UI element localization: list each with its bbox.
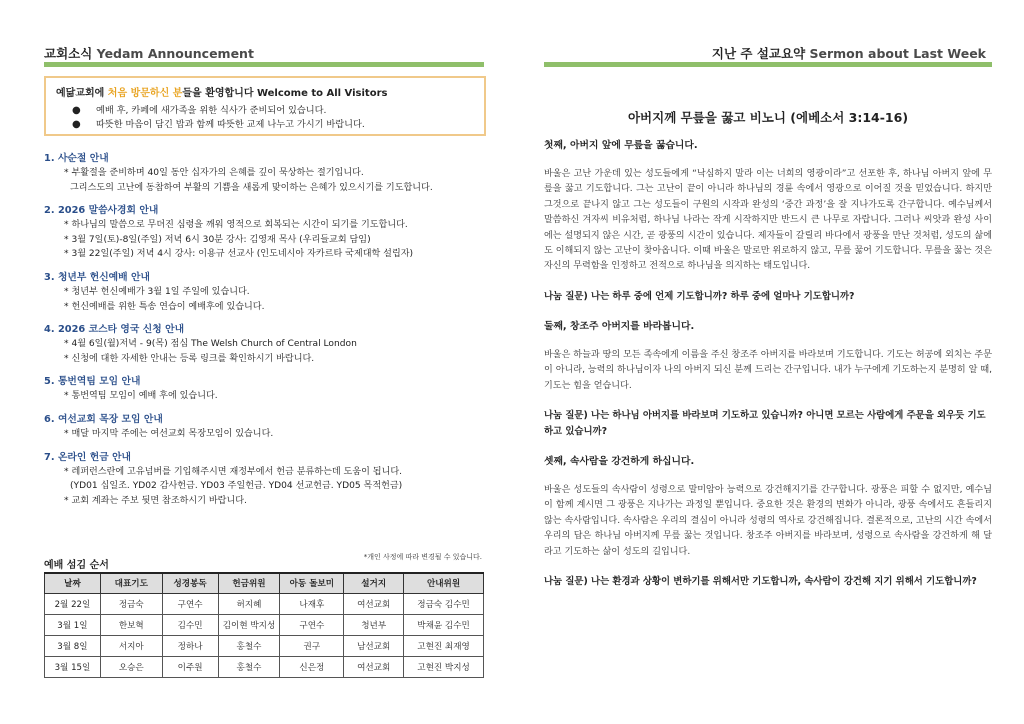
section-line: * 매달 마지막 주에는 여선교회 목장모임이 있습니다.: [64, 428, 274, 439]
table-cell: 김수민: [162, 614, 218, 635]
header-korean: 교회소식: [44, 46, 93, 61]
announcement-section: [44, 323, 490, 366]
section-line: * 부활절을 준비하며 40일 동안 십자가의 은혜를 깊이 묵상하는 절기입니다.: [64, 168, 364, 178]
header-korean: 지난 주 설교요약: [711, 46, 806, 61]
table-cell: 박채윤 김수민: [404, 614, 484, 635]
sermon-header: [712, 44, 986, 62]
welcome-item-text: 따뜻한 마음이 담긴 밥과 함께 따뜻한 교제 나누고 가시기 바랍니다.: [96, 119, 365, 130]
section-line: (YD01 십일조. YD02 감사헌금. YD03 주일헌금. YD04 선교헌금. YD05 목적헌금): [70, 481, 403, 492]
announcement-section: [44, 204, 490, 262]
section-line: * 4월 6일(월)저녁 - 9(목) 점심 The Welsh Church of Central London: [64, 339, 357, 350]
welcome-box: [44, 76, 486, 136]
table-cell: 청년부: [344, 614, 404, 635]
welcome-title-post: 들을 환영합니다 Welcome to All Visitors: [182, 88, 388, 99]
table-row: [45, 656, 484, 677]
sermon-point-body: 바울은 성도들의 속사람이 성령으로 말미암아 능력으로 강건해지기를 간구합니다. 광풍은 피할 수 없지만, 예수님이 함께 계시면 그 광풍은 지나가는 과정일 뿐입니다. 중요한 것은 환경의 변화가 아니라, 광풍 속에서도 흔들리지 않는 속사람입니다. 속사람은 우리의 결심이 아니라 성령의 역사로 강건해집니다. 결론적으로, 고난의 시간 속에서 우리의 답은 하나님 아버지께 무릎 꿇는 것입니다. 창조주 아버지를 바라보며, 성령으로 속사람을 강건하게 해 달라고 기도하는 삶이 성도의 길입니다.: [544, 485, 992, 557]
table-cell: 남선교회: [344, 635, 404, 656]
column-header: 대표기도: [100, 573, 162, 593]
sharing-question: 나눔 질문) 나는 하루 중에 언제 기도합니까? 하루 중에 얼마나 기도합니까?: [544, 290, 855, 302]
table-cell: 오승은: [100, 656, 162, 677]
table-cell: 여선교회: [344, 656, 404, 677]
welcome-title-highlight: 처음 방문하신 분: [107, 88, 183, 99]
table-cell: 권구: [280, 635, 344, 656]
section-title: 5. 통번역팀 모임 안내: [44, 376, 141, 388]
announcement-section: [44, 451, 490, 509]
table-cell: 김이현 박지성: [218, 614, 280, 635]
table-cell: 구연수: [280, 614, 344, 635]
sermon-point-heading: 셋째, 속사람을 강건하게 하십니다.: [544, 456, 695, 468]
header-english: Sermon about Last Week: [809, 46, 986, 61]
table-cell: 정금숙 김수민: [404, 593, 484, 614]
sharing-question: 나눔 질문) 나는 하나님 아버지를 바라보며 기도하고 있습니까? 아니면 모르는 사람에게 주문을 외우듯 기도하고 있습니까?: [544, 410, 986, 438]
announcement-section: [44, 375, 490, 404]
table-row: [45, 635, 484, 656]
section-title: 1. 사순절 안내: [44, 153, 109, 164]
sermon-summary: [544, 138, 992, 590]
welcome-title: [56, 84, 474, 99]
section-line: * 헌신예배를 위한 특송 연습이 예배후에 있습니다.: [64, 301, 265, 312]
bullet-icon: ●: [72, 119, 81, 130]
worship-schedule-note: *개인 사정에 따라 변경될 수 있습니다.: [363, 553, 482, 561]
sermon-page: [512, 0, 1024, 724]
sermon-point-body: 바울은 하늘과 땅의 모든 족속에게 이름을 주신 창조주 아버지를 바라보며 기도합니다. 기도는 허공에 외치는 주문이 아니라, 능력의 하나님이자 나의 아버지 되신 분께 드리는 간구입니다. 내가 누구에게 기도하는지 분명히 알 때, 기도는 힘을 얻습니다.: [544, 349, 992, 391]
section-line: * 3월 7일(토)-8일(주일) 저녁 6시 30분 강사: 김영재 목사 (우리들교회 담임): [64, 234, 371, 245]
table-cell: 3월 15일: [45, 656, 101, 677]
header-english: Yedam Announcement: [96, 46, 254, 61]
column-header: 아동 돌보미: [280, 573, 344, 593]
bullet-icon: ●: [72, 105, 81, 116]
table-cell: 3월 1일: [45, 614, 101, 635]
section-line: * 3월 22일(주일) 저녁 4시 강사: 이용규 선교사 (인도네시아 자카르타 국제대학 설립자): [64, 249, 414, 260]
welcome-item: [56, 104, 474, 118]
table-cell: 한보혁: [100, 614, 162, 635]
column-header: 안내위원: [404, 573, 484, 593]
section-line: * 레퍼런스란에 고유넘버를 기입해주시면 재정부에서 헌금 분류하는데 도움이 됩니다.: [64, 466, 403, 477]
table-cell: 정하나: [162, 635, 218, 656]
table-cell: 정금숙: [100, 593, 162, 614]
section-line: * 청년부 헌신예배가 3월 1일 주일에 있습니다.: [64, 286, 250, 297]
announcement-sections: [44, 152, 490, 517]
section-line: * 하나님의 말씀으로 무뎌진 심령을 깨워 영적으로 회복되는 시간이 되기를 기도합니다.: [64, 220, 408, 231]
column-header: 성경봉독: [162, 573, 218, 593]
announcement-section: [44, 152, 490, 195]
sermon-point-heading: 둘째, 창조주 아버지를 바라봅니다.: [544, 320, 695, 332]
section-title: 6. 여선교회 목장 모임 안내: [44, 413, 163, 425]
section-line: * 통번역팀 모임이 예배 후에 있습니다.: [64, 391, 218, 402]
table-cell: 허지혜: [218, 593, 280, 614]
section-line: * 신청에 대한 자세한 안내는 등록 링크를 확인하시기 바랍니다.: [64, 353, 315, 364]
header-divider: [544, 62, 992, 67]
table-cell: 고현진 최재영: [404, 635, 484, 656]
worship-schedule-table: [44, 572, 484, 678]
table-cell: 2월 22일: [45, 593, 101, 614]
announcement-section: [44, 271, 490, 314]
column-header: 헌금위원: [218, 573, 280, 593]
sermon-point-body: 바울은 고난 가운데 있는 성도들에게 “낙심하지 말라 이는 너희의 영광이라”고 선포한 후, 하나님 아버지 앞에 무릎을 꿇고 기도합니다. 그는 고난이 끝이 아니라 하나님의 경륜 속에서 영광으로 이어질 것을 믿었습니다. 하지만 그것으로 끝나지 않고 그는 성도들이 구원의 시작과 완성의 ‘중간 과정’을 잘 지나가도록 간구합니다. 예수님께서 말씀하신 겨자씨 비유처럼, 하나님 나라는 작게 시작하지만 반드시 큰 나무로 자랍니다. 그러나 씨앗과 완성 사이에는 설명되지 않은 시간, 곧 광풍의 시간이 있습니다. 제자들이 갈릴리 바다에서 광풍을 만난 것처럼, 성도의 삶에도 이해되지 않는 고난이 찾아옵니다. 이때 바울은 말로만 위로하지 않고, 무릎 꿇어 기도합니다. 무릎을 꿇는 것은 자신의 무력함을 인정하고 전적으로 하나님을 의지하는 태도입니다.: [544, 169, 992, 272]
column-header: 설거지: [344, 573, 404, 593]
table-cell: 고현진 박지성: [404, 656, 484, 677]
announcement-section: [44, 413, 490, 442]
table-cell: 나재후: [280, 593, 344, 614]
welcome-item: [56, 118, 474, 132]
announcement-header: [44, 44, 254, 62]
table-cell: 이주원: [162, 656, 218, 677]
table-header-row: [45, 573, 484, 593]
table-cell: 홍철수: [218, 635, 280, 656]
worship-schedule-title: 예배 섬김 순서: [44, 560, 109, 571]
sermon-title: 아버지께 무릎을 꿇고 비노니 (에베소서 3:14-16): [627, 110, 909, 125]
column-header: 날짜: [45, 573, 101, 593]
section-line: * 교회 계좌는 주보 뒷면 참조하시기 바랍니다.: [64, 495, 247, 506]
table-row: [45, 614, 484, 635]
section-title: 3. 청년부 헌신예배 안내: [44, 271, 150, 283]
sermon-point-heading: 첫째, 아버지 앞에 무릎을 꿇습니다.: [544, 140, 698, 151]
table-cell: 여선교회: [344, 593, 404, 614]
welcome-item-text: 예배 후, 카페에 새가족을 위한 식사가 준비되어 있습니다.: [96, 105, 327, 116]
section-line: 그리스도의 고난에 동참하여 부활의 기쁨을 새롭게 맞이하는 은혜가 있으시기를 기도합니다.: [70, 182, 433, 193]
table-cell: 홍철수: [218, 656, 280, 677]
section-title: 2. 2026 말씀사경회 안내: [44, 205, 159, 217]
table-row: [45, 593, 484, 614]
table-cell: 구연수: [162, 593, 218, 614]
table-cell: 신은정: [280, 656, 344, 677]
table-cell: 서지아: [100, 635, 162, 656]
section-title: 4. 2026 코스타 영국 신청 안내: [44, 324, 185, 336]
sharing-question: 나눔 질문) 나는 환경과 상황이 변하기를 위해서만 기도합니까, 속사람이 강건해 지기 위해서 기도합니까?: [544, 576, 977, 588]
section-title: 7. 온라인 헌금 안내: [44, 451, 132, 463]
welcome-list: [56, 104, 474, 132]
header-divider: [44, 62, 484, 67]
table-cell: 3월 8일: [45, 635, 101, 656]
welcome-title-pre: 예닮교회에: [56, 88, 108, 99]
